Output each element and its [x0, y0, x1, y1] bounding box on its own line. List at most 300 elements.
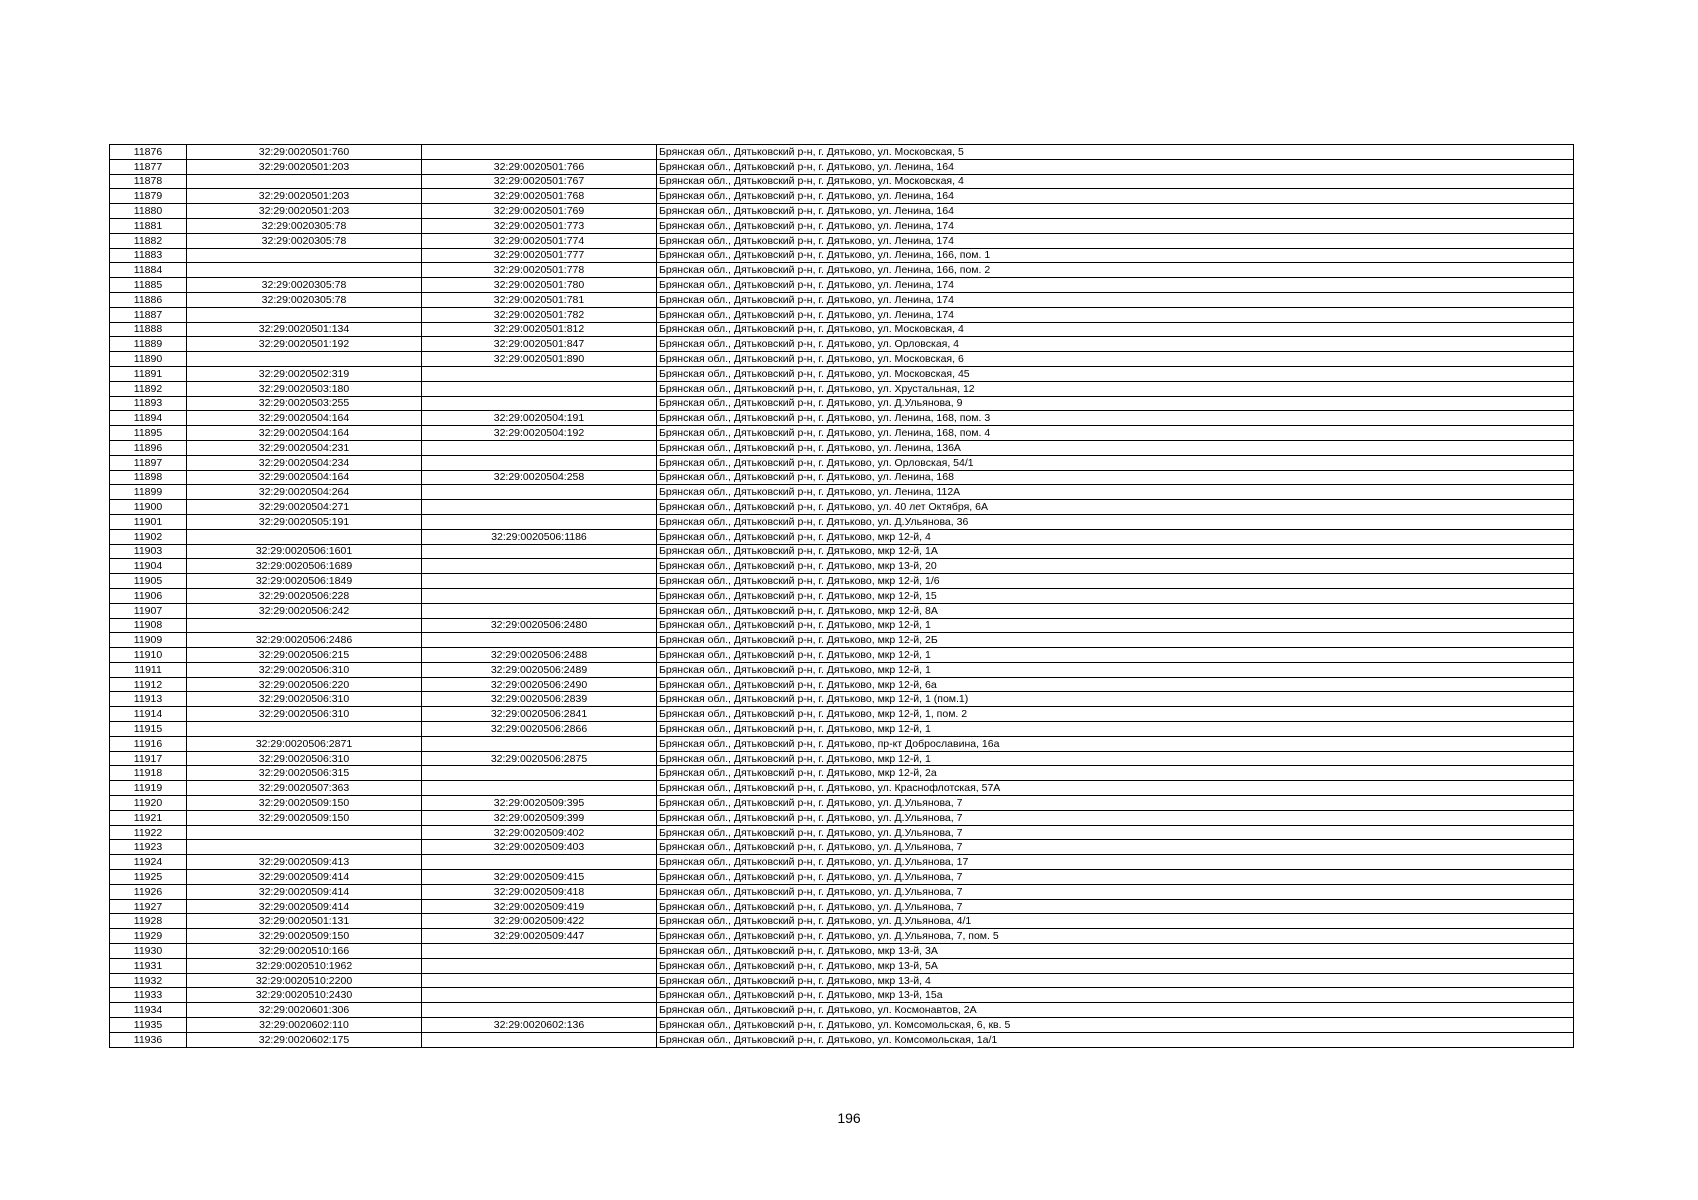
row-number-cell: 11893 [110, 396, 187, 411]
table-row [110, 189, 1574, 204]
row-number-cell: 11882 [110, 233, 187, 248]
linked-cadastral-number-cell: 32:29:0020501:774 [422, 233, 657, 248]
linked-cadastral-number-cell: 32:29:0020501:890 [422, 352, 657, 367]
address-cell: Брянская обл., Дятьковский р-н, г. Дятьково, ул. Д.Ульянова, 7 [657, 825, 1574, 840]
linked-cadastral-number-cell [422, 559, 657, 574]
address-cell: Брянская обл., Дятьковский р-н, г. Дятьково, ул. Ленина, 164 [657, 204, 1574, 219]
table-row [110, 514, 1574, 529]
row-number-cell: 11902 [110, 529, 187, 544]
row-number-cell: 11915 [110, 722, 187, 737]
linked-cadastral-number-cell: 32:29:0020501:812 [422, 322, 657, 337]
linked-cadastral-number-cell [422, 440, 657, 455]
address-cell: Брянская обл., Дятьковский р-н, г. Дятьково, мкр 12-й, 2а [657, 766, 1574, 781]
linked-cadastral-number-cell [422, 973, 657, 988]
table-row [110, 337, 1574, 352]
table-row [110, 825, 1574, 840]
table-row [110, 233, 1574, 248]
table-row [110, 914, 1574, 929]
address-cell: Брянская обл., Дятьковский р-н, г. Дятьково, мкр 13-й, 20 [657, 559, 1574, 574]
row-number-cell: 11911 [110, 662, 187, 677]
row-number-cell: 11898 [110, 470, 187, 485]
table-row [110, 1018, 1574, 1033]
linked-cadastral-number-cell: 32:29:0020509:415 [422, 870, 657, 885]
address-cell: Брянская обл., Дятьковский р-н, г. Дятьково, мкр 12-й, 2Б [657, 633, 1574, 648]
row-number-cell: 11887 [110, 307, 187, 322]
linked-cadastral-number-cell: 32:29:0020504:192 [422, 426, 657, 441]
linked-cadastral-number-cell: 32:29:0020501:773 [422, 218, 657, 233]
address-cell: Брянская обл., Дятьковский р-н, г. Дятьково, мкр 12-й, 8А [657, 603, 1574, 618]
address-cell: Брянская обл., Дятьковский р-н, г. Дятьково, ул. Ленина, 164 [657, 159, 1574, 174]
table-row [110, 381, 1574, 396]
linked-cadastral-number-cell: 32:29:0020509:447 [422, 929, 657, 944]
linked-cadastral-number-cell [422, 855, 657, 870]
linked-cadastral-number-cell [422, 958, 657, 973]
address-cell: Брянская обл., Дятьковский р-н, г. Дятьково, мкр 12-й, 1 (пом.1) [657, 692, 1574, 707]
linked-cadastral-number-cell [422, 514, 657, 529]
address-cell: Брянская обл., Дятьковский р-н, г. Дятьково, ул. Орловская, 54/1 [657, 455, 1574, 470]
address-cell: Брянская обл., Дятьковский р-н, г. Дятьково, ул. Хрустальная, 12 [657, 381, 1574, 396]
row-number-cell: 11880 [110, 204, 187, 219]
address-cell: Брянская обл., Дятьковский р-н, г. Дятьково, ул. Ленина, 136А [657, 440, 1574, 455]
linked-cadastral-number-cell: 32:29:0020509:399 [422, 810, 657, 825]
linked-cadastral-number-cell [422, 633, 657, 648]
address-cell: Брянская обл., Дятьковский р-н, г. Дятьково, ул. Ленина, 168 [657, 470, 1574, 485]
table-row [110, 440, 1574, 455]
cadastral-number-cell: 32:29:0020501:134 [187, 322, 422, 337]
linked-cadastral-number-cell: 32:29:0020501:780 [422, 278, 657, 293]
address-cell: Брянская обл., Дятьковский р-н, г. Дятьково, ул. Д.Ульянова, 7 [657, 840, 1574, 855]
address-cell: Брянская обл., Дятьковский р-н, г. Дятьково, ул. Ленина, 168, пом. 3 [657, 411, 1574, 426]
linked-cadastral-number-cell [422, 603, 657, 618]
table-row [110, 796, 1574, 811]
table-row [110, 870, 1574, 885]
cadastral-number-cell: 32:29:0020509:414 [187, 899, 422, 914]
cadastral-number-cell: 32:29:0020509:150 [187, 810, 422, 825]
cadastral-number-cell: 32:29:0020506:310 [187, 662, 422, 677]
table-row [110, 366, 1574, 381]
row-number-cell: 11923 [110, 840, 187, 855]
linked-cadastral-number-cell: 32:29:0020504:191 [422, 411, 657, 426]
row-number-cell: 11936 [110, 1032, 187, 1047]
row-number-cell: 11879 [110, 189, 187, 204]
table-row [110, 588, 1574, 603]
linked-cadastral-number-cell: 32:29:0020506:2489 [422, 662, 657, 677]
address-cell: Брянская обл., Дятьковский р-н, г. Дятьково, ул. Ленина, 166, пом. 1 [657, 248, 1574, 263]
cadastral-number-cell: 32:29:0020506:310 [187, 707, 422, 722]
table-row [110, 292, 1574, 307]
row-number-cell: 11918 [110, 766, 187, 781]
address-cell: Брянская обл., Дятьковский р-н, г. Дятьково, ул. Д.Ульянова, 9 [657, 396, 1574, 411]
address-cell: Брянская обл., Дятьковский р-н, г. Дятьково, ул. Д.Ульянова, 7 [657, 870, 1574, 885]
linked-cadastral-number-cell: 32:29:0020501:778 [422, 263, 657, 278]
cadastral-number-cell: 32:29:0020507:363 [187, 781, 422, 796]
table-row [110, 840, 1574, 855]
cadastral-number-cell [187, 825, 422, 840]
linked-cadastral-number-cell: 32:29:0020509:403 [422, 840, 657, 855]
address-cell: Брянская обл., Дятьковский р-н, г. Дятьково, мкр 12-й, 1 [657, 648, 1574, 663]
row-number-cell: 11914 [110, 707, 187, 722]
row-number-cell: 11932 [110, 973, 187, 988]
cadastral-number-cell [187, 618, 422, 633]
address-cell: Брянская обл., Дятьковский р-н, г. Дятьково, ул. Ленина, 174 [657, 278, 1574, 293]
cadastral-number-cell: 32:29:0020501:203 [187, 204, 422, 219]
cadastral-number-cell [187, 840, 422, 855]
row-number-cell: 11877 [110, 159, 187, 174]
address-cell: Брянская обл., Дятьковский р-н, г. Дятьково, ул. Д.Ульянова, 7 [657, 810, 1574, 825]
address-cell: Брянская обл., Дятьковский р-н, г. Дятьково, ул. Краснофлотская, 57А [657, 781, 1574, 796]
row-number-cell: 11909 [110, 633, 187, 648]
cadastral-number-cell [187, 307, 422, 322]
row-number-cell: 11935 [110, 1018, 187, 1033]
address-cell: Брянская обл., Дятьковский р-н, г. Дятьково, мкр 13-й, 15а [657, 988, 1574, 1003]
cadastral-number-cell [187, 263, 422, 278]
row-number-cell: 11876 [110, 145, 187, 160]
row-number-cell: 11901 [110, 514, 187, 529]
linked-cadastral-number-cell [422, 944, 657, 959]
linked-cadastral-number-cell [422, 736, 657, 751]
cadastral-number-cell: 32:29:0020305:78 [187, 233, 422, 248]
linked-cadastral-number-cell: 32:29:0020506:2866 [422, 722, 657, 737]
row-number-cell: 11927 [110, 899, 187, 914]
address-cell: Брянская обл., Дятьковский р-н, г. Дятьково, мкр 13-й, 4 [657, 973, 1574, 988]
linked-cadastral-number-cell [422, 396, 657, 411]
row-number-cell: 11904 [110, 559, 187, 574]
address-cell: Брянская обл., Дятьковский р-н, г. Дятьково, ул. Ленина, 174 [657, 292, 1574, 307]
table-row [110, 944, 1574, 959]
cadastral-number-cell: 32:29:0020504:271 [187, 500, 422, 515]
table-row [110, 633, 1574, 648]
cadastral-number-cell: 32:29:0020510:2430 [187, 988, 422, 1003]
table-row [110, 855, 1574, 870]
table-row [110, 603, 1574, 618]
cadastral-number-cell: 32:29:0020506:1849 [187, 574, 422, 589]
address-cell: Брянская обл., Дятьковский р-н, г. Дятьково, мкр 12-й, 1/6 [657, 574, 1574, 589]
linked-cadastral-number-cell [422, 381, 657, 396]
address-cell: Брянская обл., Дятьковский р-н, г. Дятьково, ул. Д.Ульянова, 17 [657, 855, 1574, 870]
table-row [110, 810, 1574, 825]
cadastral-number-cell: 32:29:0020504:164 [187, 426, 422, 441]
row-number-cell: 11907 [110, 603, 187, 618]
linked-cadastral-number-cell: 32:29:0020506:2875 [422, 751, 657, 766]
row-number-cell: 11878 [110, 174, 187, 189]
address-cell: Брянская обл., Дятьковский р-н, г. Дятьково, ул. Ленина, 174 [657, 233, 1574, 248]
page-number: 196 [837, 1110, 861, 1126]
table-row [110, 278, 1574, 293]
address-cell: Брянская обл., Дятьковский р-н, г. Дятьково, ул. Д.Ульянова, 7 [657, 796, 1574, 811]
cadastral-number-cell: 32:29:0020503:180 [187, 381, 422, 396]
table-row [110, 544, 1574, 559]
row-number-cell: 11903 [110, 544, 187, 559]
row-number-cell: 11920 [110, 796, 187, 811]
linked-cadastral-number-cell: 32:29:0020506:2488 [422, 648, 657, 663]
row-number-cell: 11881 [110, 218, 187, 233]
row-number-cell: 11889 [110, 337, 187, 352]
linked-cadastral-number-cell: 32:29:0020509:402 [422, 825, 657, 840]
linked-cadastral-number-cell: 32:29:0020501:769 [422, 204, 657, 219]
row-number-cell: 11913 [110, 692, 187, 707]
cadastral-number-cell: 32:29:0020509:413 [187, 855, 422, 870]
cadastral-number-cell: 32:29:0020503:255 [187, 396, 422, 411]
linked-cadastral-number-cell [422, 145, 657, 160]
linked-cadastral-number-cell: 32:29:0020501:781 [422, 292, 657, 307]
row-number-cell: 11912 [110, 677, 187, 692]
cadastral-number-cell: 32:29:0020506:310 [187, 751, 422, 766]
row-number-cell: 11931 [110, 958, 187, 973]
cadastral-number-cell: 32:29:0020506:1601 [187, 544, 422, 559]
row-number-cell: 11924 [110, 855, 187, 870]
address-cell: Брянская обл., Дятьковский р-н, г. Дятьково, ул. Московская, 45 [657, 366, 1574, 381]
address-cell: Брянская обл., Дятьковский р-н, г. Дятьково, мкр 13-й, 3А [657, 944, 1574, 959]
cadastral-number-cell: 32:29:0020501:203 [187, 189, 422, 204]
table-body [110, 145, 1574, 1048]
row-number-cell: 11917 [110, 751, 187, 766]
cadastral-number-cell: 32:29:0020504:234 [187, 455, 422, 470]
table-row [110, 470, 1574, 485]
row-number-cell: 11900 [110, 500, 187, 515]
linked-cadastral-number-cell: 32:29:0020501:767 [422, 174, 657, 189]
cadastral-number-cell: 32:29:0020502:319 [187, 366, 422, 381]
row-number-cell: 11926 [110, 884, 187, 899]
cadastral-number-cell: 32:29:0020305:78 [187, 278, 422, 293]
table-row [110, 307, 1574, 322]
address-cell: Брянская обл., Дятьковский р-н, г. Дятьково, мкр 12-й, 1, пом. 2 [657, 707, 1574, 722]
table-row [110, 500, 1574, 515]
row-number-cell: 11925 [110, 870, 187, 885]
linked-cadastral-number-cell: 32:29:0020602:136 [422, 1018, 657, 1033]
linked-cadastral-number-cell [422, 544, 657, 559]
address-cell: Брянская обл., Дятьковский р-н, г. Дятьково, ул. Ленина, 112А [657, 485, 1574, 500]
address-cell: Брянская обл., Дятьковский р-н, г. Дятьково, ул. Московская, 4 [657, 174, 1574, 189]
address-cell: Брянская обл., Дятьковский р-н, г. Дятьково, мкр 12-й, 1 [657, 751, 1574, 766]
cadastral-number-cell: 32:29:0020506:242 [187, 603, 422, 618]
cadastral-number-cell: 32:29:0020305:78 [187, 218, 422, 233]
cadastral-number-cell: 32:29:0020509:414 [187, 870, 422, 885]
linked-cadastral-number-cell [422, 485, 657, 500]
table-row [110, 929, 1574, 944]
table-row [110, 174, 1574, 189]
address-cell: Брянская обл., Дятьковский р-н, г. Дятьково, ул. Д.Ульянова, 7, пом. 5 [657, 929, 1574, 944]
row-number-cell: 11897 [110, 455, 187, 470]
table-row [110, 766, 1574, 781]
linked-cadastral-number-cell: 32:29:0020509:419 [422, 899, 657, 914]
cadastral-number-cell: 32:29:0020509:150 [187, 796, 422, 811]
cadastral-number-cell: 32:29:0020506:2871 [187, 736, 422, 751]
cadastral-number-cell: 32:29:0020510:166 [187, 944, 422, 959]
table-row [110, 218, 1574, 233]
address-cell: Брянская обл., Дятьковский р-н, г. Дятьково, ул. Комсомольская, 6, кв. 5 [657, 1018, 1574, 1033]
row-number-cell: 11930 [110, 944, 187, 959]
row-number-cell: 11888 [110, 322, 187, 337]
row-number-cell: 11928 [110, 914, 187, 929]
cadastral-number-cell: 32:29:0020509:414 [187, 884, 422, 899]
table-row [110, 736, 1574, 751]
row-number-cell: 11895 [110, 426, 187, 441]
row-number-cell: 11908 [110, 618, 187, 633]
linked-cadastral-number-cell [422, 500, 657, 515]
table-row [110, 263, 1574, 278]
cadastral-number-cell: 32:29:0020506:310 [187, 692, 422, 707]
table-row [110, 352, 1574, 367]
address-cell: Брянская обл., Дятьковский р-н, г. Дятьково, ул. Д.Ульянова, 36 [657, 514, 1574, 529]
cadastral-number-cell: 32:29:0020506:1689 [187, 559, 422, 574]
linked-cadastral-number-cell: 32:29:0020504:258 [422, 470, 657, 485]
cadastral-number-cell: 32:29:0020501:192 [187, 337, 422, 352]
table-row [110, 322, 1574, 337]
row-number-cell: 11921 [110, 810, 187, 825]
linked-cadastral-number-cell: 32:29:0020501:782 [422, 307, 657, 322]
address-cell: Брянская обл., Дятьковский р-н, г. Дятьково, мкр 12-й, 1А [657, 544, 1574, 559]
cadastral-number-cell: 32:29:0020510:1962 [187, 958, 422, 973]
cadastral-number-cell [187, 174, 422, 189]
cadastral-number-cell: 32:29:0020506:228 [187, 588, 422, 603]
address-cell: Брянская обл., Дятьковский р-н, г. Дятьково, ул. Космонавтов, 2А [657, 1003, 1574, 1018]
cadastral-number-cell: 32:29:0020506:215 [187, 648, 422, 663]
linked-cadastral-number-cell: 32:29:0020506:2490 [422, 677, 657, 692]
address-cell: Брянская обл., Дятьковский р-н, г. Дятьково, ул. Московская, 4 [657, 322, 1574, 337]
linked-cadastral-number-cell [422, 766, 657, 781]
cadastral-number-cell: 32:29:0020504:231 [187, 440, 422, 455]
cadastral-number-cell: 32:29:0020602:175 [187, 1032, 422, 1047]
row-number-cell: 11899 [110, 485, 187, 500]
table-row [110, 1003, 1574, 1018]
linked-cadastral-number-cell: 32:29:0020509:422 [422, 914, 657, 929]
row-number-cell: 11890 [110, 352, 187, 367]
table-row [110, 884, 1574, 899]
table-row [110, 411, 1574, 426]
table-row [110, 899, 1574, 914]
row-number-cell: 11906 [110, 588, 187, 603]
cadastral-number-cell: 32:29:0020506:2486 [187, 633, 422, 648]
cadastral-number-cell: 32:29:0020509:150 [187, 929, 422, 944]
address-cell: Брянская обл., Дятьковский р-н, г. Дятьково, пр-кт Доброславина, 16а [657, 736, 1574, 751]
address-cell: Брянская обл., Дятьковский р-н, г. Дятьково, ул. Комсомольская, 1а/1 [657, 1032, 1574, 1047]
row-number-cell: 11922 [110, 825, 187, 840]
linked-cadastral-number-cell: 32:29:0020506:2841 [422, 707, 657, 722]
address-cell: Брянская обл., Дятьковский р-н, г. Дятьково, ул. Д.Ульянова, 7 [657, 899, 1574, 914]
linked-cadastral-number-cell [422, 1032, 657, 1047]
row-number-cell: 11919 [110, 781, 187, 796]
cadastral-number-cell: 32:29:0020506:220 [187, 677, 422, 692]
cadastral-number-cell [187, 722, 422, 737]
address-cell: Брянская обл., Дятьковский р-н, г. Дятьково, ул. Ленина, 174 [657, 218, 1574, 233]
table-row [110, 396, 1574, 411]
linked-cadastral-number-cell [422, 588, 657, 603]
cadastral-number-cell: 32:29:0020501:203 [187, 159, 422, 174]
table-row [110, 707, 1574, 722]
cadastral-number-cell: 32:29:0020305:78 [187, 292, 422, 307]
table-row [110, 426, 1574, 441]
table-row [110, 988, 1574, 1003]
linked-cadastral-number-cell: 32:29:0020506:1186 [422, 529, 657, 544]
table-row [110, 204, 1574, 219]
row-number-cell: 11894 [110, 411, 187, 426]
linked-cadastral-number-cell: 32:29:0020509:418 [422, 884, 657, 899]
table-row [110, 1032, 1574, 1047]
address-cell: Брянская обл., Дятьковский р-н, г. Дятьково, ул. Ленина, 174 [657, 307, 1574, 322]
linked-cadastral-number-cell: 32:29:0020501:768 [422, 189, 657, 204]
row-number-cell: 11896 [110, 440, 187, 455]
table-row [110, 648, 1574, 663]
cadastral-number-cell: 32:29:0020506:315 [187, 766, 422, 781]
table-row [110, 485, 1574, 500]
table-row [110, 677, 1574, 692]
row-number-cell: 11916 [110, 736, 187, 751]
row-number-cell: 11883 [110, 248, 187, 263]
table-row [110, 722, 1574, 737]
linked-cadastral-number-cell [422, 781, 657, 796]
cadastral-number-cell: 32:29:0020501:131 [187, 914, 422, 929]
linked-cadastral-number-cell [422, 455, 657, 470]
linked-cadastral-number-cell: 32:29:0020501:777 [422, 248, 657, 263]
cadastral-number-cell: 32:29:0020504:164 [187, 470, 422, 485]
table-row [110, 559, 1574, 574]
cadastral-number-cell: 32:29:0020504:264 [187, 485, 422, 500]
linked-cadastral-number-cell: 32:29:0020506:2839 [422, 692, 657, 707]
address-cell: Брянская обл., Дятьковский р-н, г. Дятьково, ул. Московская, 6 [657, 352, 1574, 367]
address-cell: Брянская обл., Дятьковский р-н, г. Дятьково, ул. Ленина, 168, пом. 4 [657, 426, 1574, 441]
linked-cadastral-number-cell: 32:29:0020509:395 [422, 796, 657, 811]
address-cell: Брянская обл., Дятьковский р-н, г. Дятьково, мкр 12-й, 1 [657, 662, 1574, 677]
cadastral-number-cell: 32:29:0020505:191 [187, 514, 422, 529]
table-row [110, 455, 1574, 470]
table-row [110, 692, 1574, 707]
linked-cadastral-number-cell [422, 574, 657, 589]
address-cell: Брянская обл., Дятьковский р-н, г. Дятьково, ул. Орловская, 4 [657, 337, 1574, 352]
row-number-cell: 11934 [110, 1003, 187, 1018]
row-number-cell: 11933 [110, 988, 187, 1003]
address-cell: Брянская обл., Дятьковский р-н, г. Дятьково, ул. Д.Ульянова, 4/1 [657, 914, 1574, 929]
table-row [110, 781, 1574, 796]
linked-cadastral-number-cell [422, 988, 657, 1003]
cadastral-number-cell: 32:29:0020501:760 [187, 145, 422, 160]
row-number-cell: 11885 [110, 278, 187, 293]
table-row [110, 145, 1574, 160]
linked-cadastral-number-cell: 32:29:0020501:766 [422, 159, 657, 174]
linked-cadastral-number-cell [422, 366, 657, 381]
table-row [110, 618, 1574, 633]
address-cell: Брянская обл., Дятьковский р-н, г. Дятьково, мкр 12-й, 1 [657, 722, 1574, 737]
linked-cadastral-number-cell: 32:29:0020501:847 [422, 337, 657, 352]
cadastral-number-cell [187, 529, 422, 544]
row-number-cell: 11892 [110, 381, 187, 396]
address-cell: Брянская обл., Дятьковский р-н, г. Дятьково, мкр 12-й, 15 [657, 588, 1574, 603]
table-row [110, 574, 1574, 589]
address-cell: Брянская обл., Дятьковский р-н, г. Дятьково, мкр 12-й, 1 [657, 618, 1574, 633]
cadastral-number-cell [187, 248, 422, 263]
row-number-cell: 11891 [110, 366, 187, 381]
linked-cadastral-number-cell [422, 1003, 657, 1018]
address-cell: Брянская обл., Дятьковский р-н, г. Дятьково, ул. Московская, 5 [657, 145, 1574, 160]
row-number-cell: 11884 [110, 263, 187, 278]
row-number-cell: 11929 [110, 929, 187, 944]
cadastral-number-cell [187, 352, 422, 367]
cadastral-number-cell: 32:29:0020602:110 [187, 1018, 422, 1033]
table-row [110, 958, 1574, 973]
address-cell: Брянская обл., Дятьковский р-н, г. Дятьково, ул. Ленина, 166, пом. 2 [657, 263, 1574, 278]
table-row [110, 751, 1574, 766]
row-number-cell: 11910 [110, 648, 187, 663]
cadastral-number-cell: 32:29:0020601:306 [187, 1003, 422, 1018]
address-cell: Брянская обл., Дятьковский р-н, г. Дятьково, ул. Ленина, 164 [657, 189, 1574, 204]
row-number-cell: 11905 [110, 574, 187, 589]
table-row [110, 248, 1574, 263]
address-cell: Брянская обл., Дятьковский р-н, г. Дятьково, мкр 12-й, 4 [657, 529, 1574, 544]
linked-cadastral-number-cell: 32:29:0020506:2480 [422, 618, 657, 633]
table-row [110, 529, 1574, 544]
row-number-cell: 11886 [110, 292, 187, 307]
address-cell: Брянская обл., Дятьковский р-н, г. Дятьково, ул. 40 лет Октября, 6А [657, 500, 1574, 515]
cadastral-number-cell: 32:29:0020504:164 [187, 411, 422, 426]
